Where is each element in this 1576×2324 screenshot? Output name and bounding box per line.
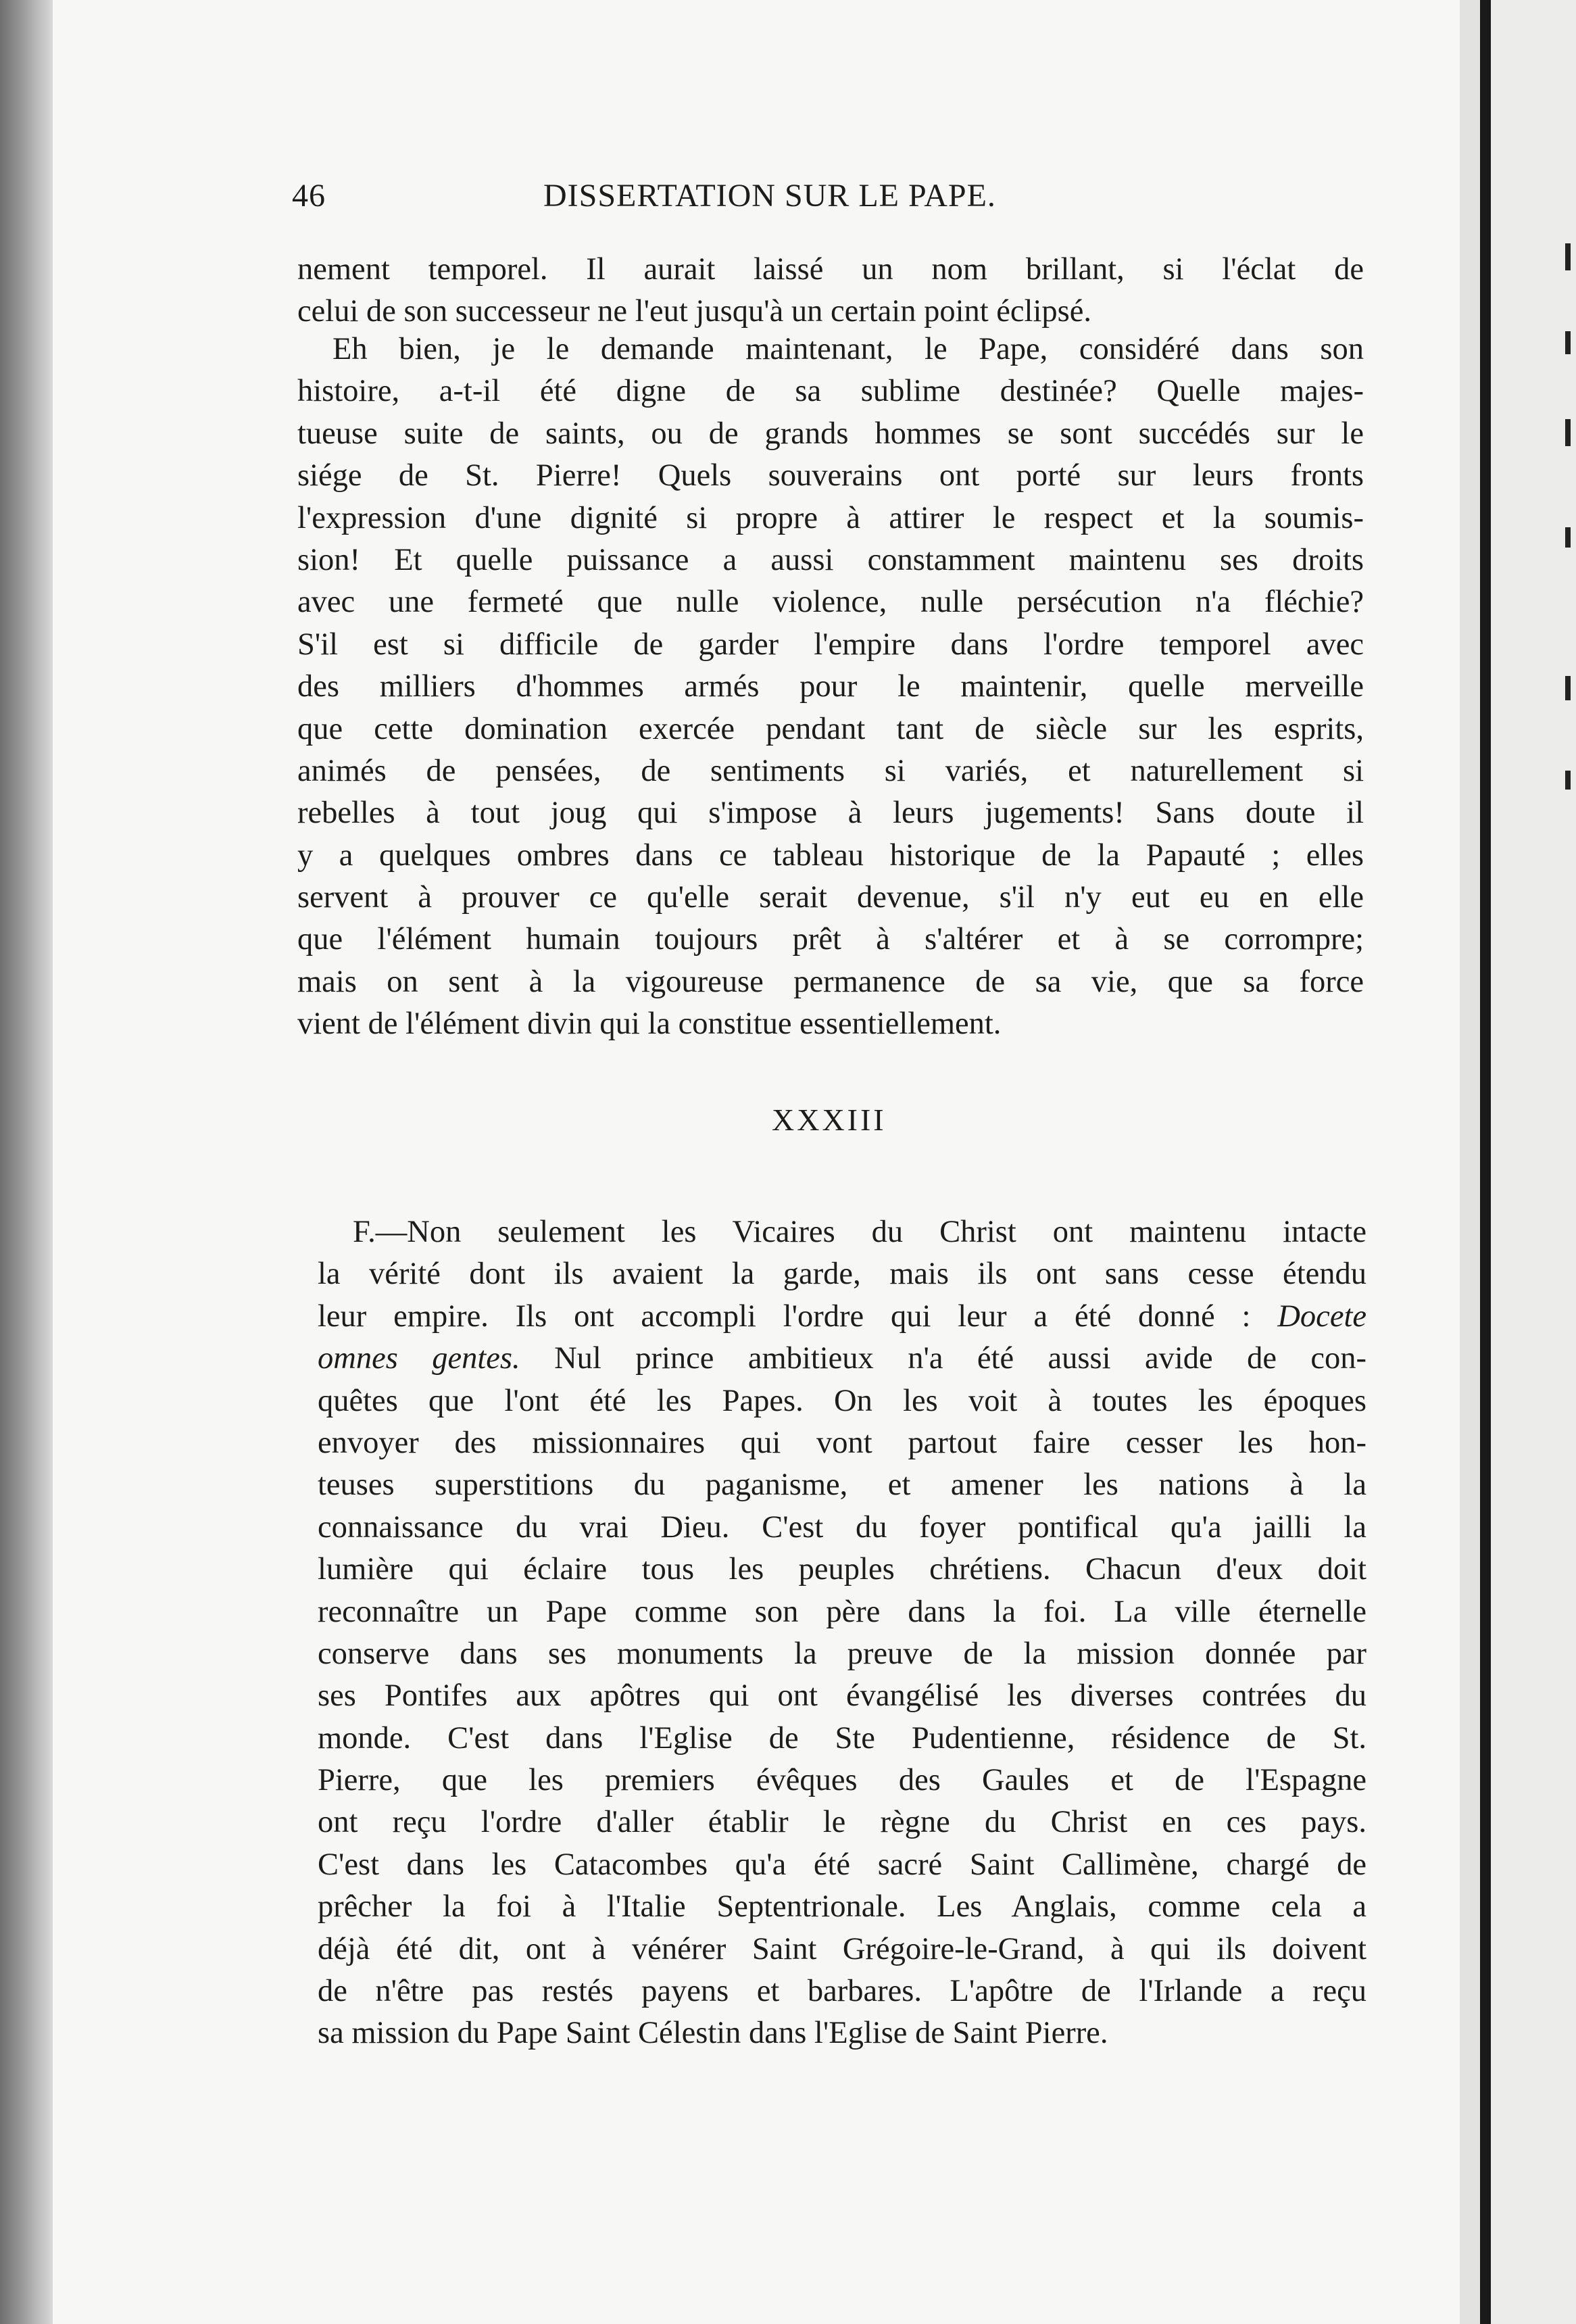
- adjacent-page-glyph: [1565, 243, 1571, 270]
- text-line: tueuse suite de saints, ou de grands hommes se sont succédés sur le: [297, 416, 1364, 451]
- paragraph-missions: [318, 1211, 1366, 2055]
- text-line: animés de pensées, de sentiments si variés, et naturellement si: [297, 753, 1364, 788]
- text-line: avec une fermeté que nulle violence, nulle persécution n'a fléchie?: [297, 585, 1364, 620]
- text-line: monde. C'est dans l'Eglise de Ste Pudentienne, résidence de St.: [318, 1720, 1366, 1756]
- text-line: prêcher la foi à l'Italie Septentrionale. Les Anglais, comme cela a: [318, 1889, 1366, 1924]
- paragraph-continuation: [297, 249, 1364, 333]
- adjacent-page-glyph: [1565, 527, 1571, 548]
- adjacent-page-glyph: [1565, 419, 1571, 446]
- book-gutter-shadow: [1480, 0, 1491, 2324]
- text-line: que cette domination exercée pendant tant de siècle sur les esprits,: [297, 711, 1364, 746]
- running-title: DISSERTATION SUR LE PAPE.: [543, 178, 996, 214]
- latin-quote: Docete: [1277, 1299, 1367, 1334]
- text-line: lumière qui éclaire tous les peuples chrétiens. Chacun d'eux doit: [318, 1552, 1366, 1587]
- text-line: ses Pontifes aux apôtres qui ont évangélisé les diverses contrées du: [318, 1678, 1366, 1714]
- text-line: Eh bien, je le demande maintenant, le Pape, considéré dans son: [333, 332, 1364, 366]
- text-line: siége de St. Pierre! Quels souverains ont porté sur leurs fronts: [297, 458, 1364, 493]
- book-binding-edge: [0, 0, 53, 2324]
- text-line: C'est dans les Catacombes qu'a été sacré Saint Callimène, chargé de: [318, 1847, 1366, 1882]
- text-fragment: Nul prince ambitieux n'a été aussi avide de con-: [554, 1341, 1367, 1376]
- text-line: F.—Non seulement les Vicaires du Christ ont maintenu intacte: [353, 1215, 1366, 1249]
- text-line: que l'élément humain toujours prêt à s'altérer et à se corrompre;: [297, 922, 1364, 957]
- adjacent-page-glyph: [1565, 331, 1571, 354]
- text-fragment: leur empire. Ils ont accompli l'ordre qui leur a été donné :: [318, 1299, 1251, 1334]
- text-line: rebelles à tout joug qui s'impose à leurs jugements! Sans doute il: [297, 796, 1364, 831]
- text-line: histoire, a-t-il été digne de sa sublime destinée? Quelle majes-: [297, 374, 1364, 409]
- text-line: connaissance du vrai Dieu. C'est du foyer pontifical qu'a jailli la: [318, 1509, 1366, 1545]
- text-line: l'expression d'une dignité si propre à attirer le respect et la soumis-: [297, 500, 1364, 535]
- text-line: [318, 1338, 1366, 1380]
- text-line: quêtes que l'ont été les Papes. On les voit à toutes les époques: [318, 1383, 1366, 1418]
- text-line: déjà été dit, ont à vénérer Saint Grégoire-le-Grand, à qui ils doivent: [318, 1931, 1366, 1966]
- running-header: [292, 177, 1373, 224]
- adjacent-page-edge: [1491, 0, 1576, 2324]
- text-line: nement temporel. Il aurait laissé un nom brillant, si l'éclat de: [297, 252, 1364, 287]
- text-line: envoyer des missionnaires qui vont partout faire cesser les hon-: [318, 1425, 1366, 1460]
- paragraph-papal-history: [297, 329, 1364, 1046]
- text-line: S'il est si difficile de garder l'empire dans l'ordre temporel avec: [297, 627, 1364, 662]
- text-line: servent à prouver ce qu'elle serait devenue, s'il n'y eut eu en elle: [297, 880, 1364, 915]
- text-line: la vérité dont ils avaient la garde, mais ils ont sans cesse étendu: [318, 1257, 1366, 1292]
- text-line: reconnaître un Pape comme son père dans la foi. La ville éternelle: [318, 1594, 1366, 1629]
- latin-quote: omnes gentes.: [318, 1341, 520, 1376]
- adjacent-page-glyph: [1565, 676, 1571, 700]
- text-line: mais on sent à la vigoureuse permanence de sa vie, que sa force: [297, 964, 1364, 999]
- text-line: sa mission du Pape Saint Célestin dans l'Eglise de Saint Pierre.: [318, 2016, 1108, 2051]
- text-line: conserve dans ses monuments la preuve de la mission donnée par: [318, 1636, 1366, 1671]
- text-line: teuses superstitions du paganisme, et amener les nations à la: [318, 1468, 1366, 1503]
- text-line: des milliers d'hommes armés pour le maintenir, quelle merveille: [297, 669, 1364, 704]
- text-line: celui de son successeur ne l'eut jusqu'à un certain point éclipsé.: [297, 294, 1092, 329]
- page-number: 46: [292, 178, 326, 214]
- text-line: [318, 1296, 1366, 1338]
- text-line: y a quelques ombres dans ce tableau historique de la Papauté ; elles: [297, 838, 1364, 873]
- text-line: sion! Et quelle puissance a aussi constamment maintenu ses droits: [297, 542, 1364, 577]
- page-right-margin: [1460, 0, 1480, 2324]
- text-line: ont reçu l'ordre d'aller établir le règne du Christ en ces pays.: [318, 1805, 1366, 1840]
- text-line: vient de l'élément divin qui la constitue essentiellement.: [297, 1007, 1002, 1042]
- text-line: Pierre, que les premiers évêques des Gaules et de l'Espagne: [318, 1763, 1366, 1798]
- text-line: de n'être pas restés payens et barbares. L'apôtre de l'Irlande a reçu: [318, 1974, 1366, 2009]
- section-heading: XXXIII: [772, 1103, 887, 1137]
- adjacent-page-glyph: [1565, 771, 1571, 790]
